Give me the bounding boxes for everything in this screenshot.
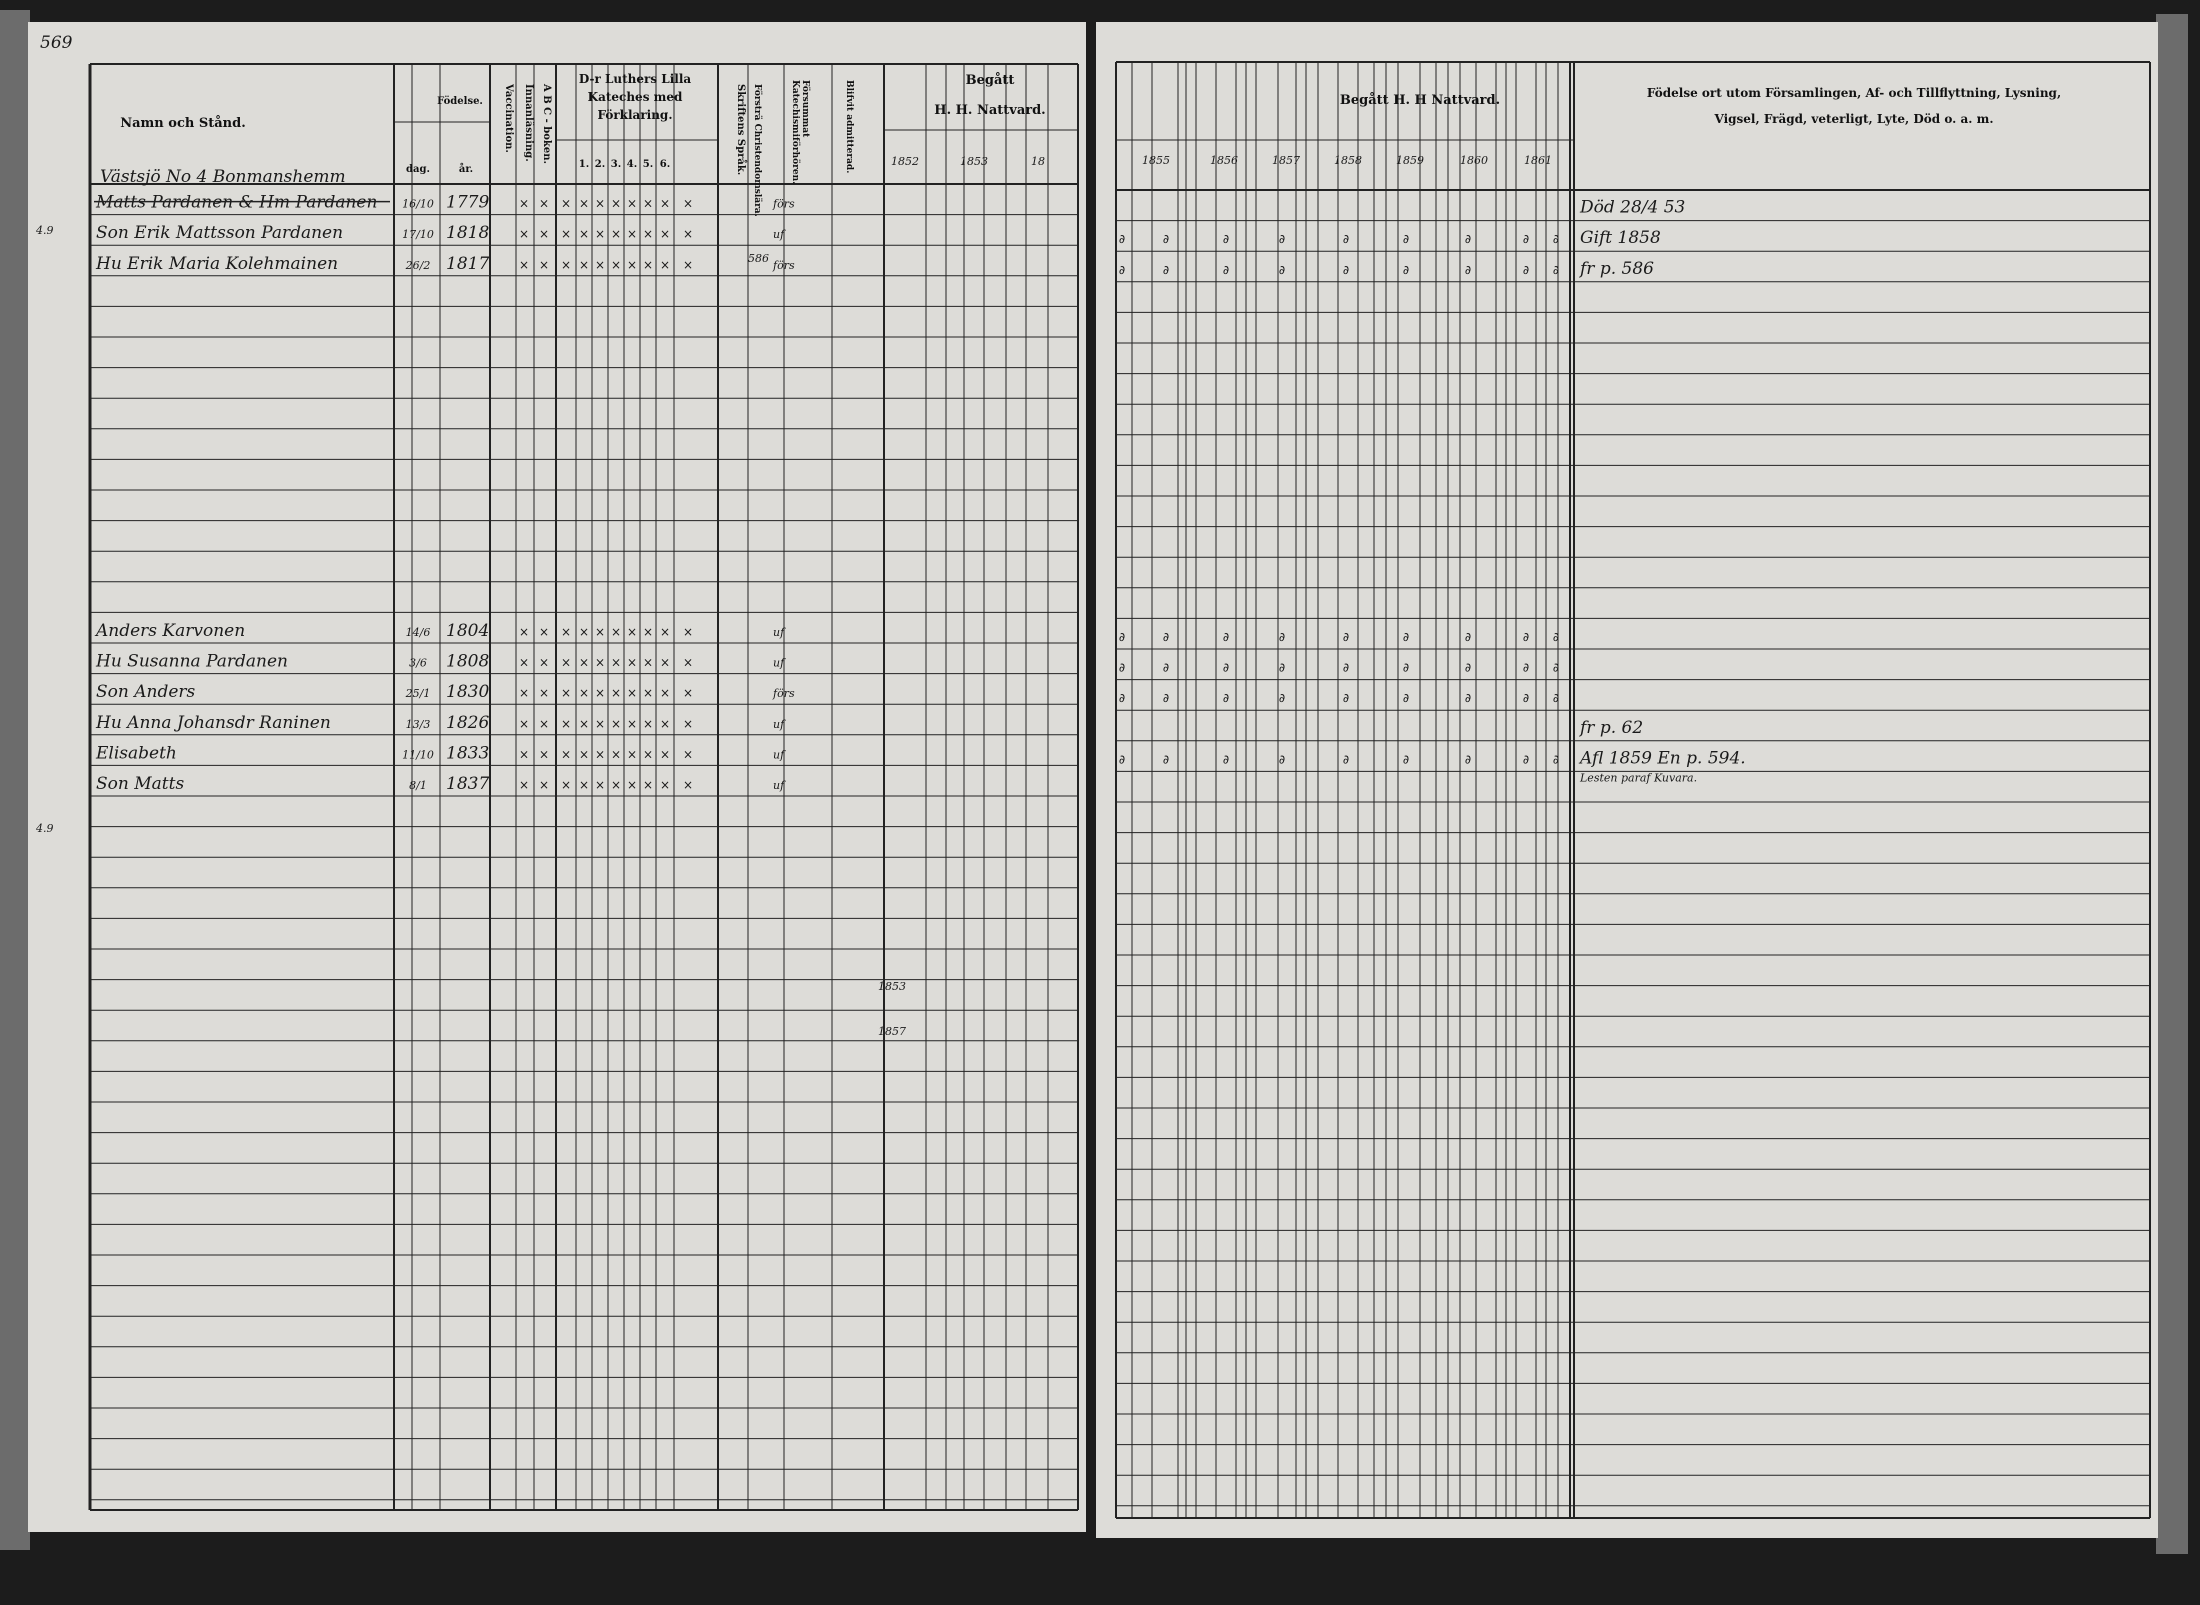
communion-date-mark: ∂ [1162,630,1170,644]
communion-date-mark: ∂ [1278,262,1286,277]
communion-date-mark: ∂ [1552,262,1560,277]
communion-date-mark: ∂ [1552,660,1560,675]
communion-date-mark: ∂ [1118,691,1126,706]
communion-date-mark: ∂ [1222,262,1230,277]
book-cover-right-edge [2156,14,2188,1554]
entry-word: uf [773,748,785,762]
entry-word: förs [773,258,795,272]
catechism-x-mark: × [578,747,590,762]
catechism-number-4: 4. [626,159,638,170]
remark-entry: fr p. 62 [1580,717,1644,738]
communion-date-mark: ∂ [1464,232,1472,247]
catechism-x-mark: × [578,227,590,242]
catechism-number-1: 1. [578,159,590,170]
communion-date-mark: ∂ [1118,232,1126,247]
catechism-x-mark: × [682,227,694,242]
catechism-x-mark: × [518,227,530,242]
catechism-x-mark: × [682,655,694,670]
header-communion-sub: H. H. Nattvard. [934,103,1046,118]
catechism-x-mark: × [659,747,671,762]
communion-date-mark: ∂ [1342,691,1350,706]
catechism-x-mark: × [518,747,530,762]
entry-word: förs [773,687,795,701]
person-name: Son Erik Mattsson Pardanen [96,223,344,244]
communion-date-mark: ∂ [1118,262,1126,277]
communion-date-mark: ∂ [1162,660,1170,675]
header-birth-day: dag. [406,164,430,175]
person-name: Hu Anna Johansdr Raninen [96,712,331,733]
catechism-x-mark: × [659,716,671,731]
book-cover-left-edge [0,10,30,1550]
right-page [1096,22,2158,1538]
group1-margin-note: 4.9 [36,224,54,237]
catechism-x-mark: × [626,778,638,792]
person-birth-year: 1837 [446,774,490,794]
catechism-x-mark: × [538,625,550,639]
entry-word: uf [773,779,785,792]
communion-date-mark: ∂ [1464,630,1472,644]
catechism-x-mark: × [682,257,694,272]
catechism-x-mark: × [538,686,550,701]
right-year-7: 1861 [1524,154,1552,167]
communion-date-mark: ∂ [1464,660,1472,675]
communion-date-mark: ∂ [1342,232,1350,247]
catechism-x-mark: × [594,686,606,701]
header-missed-box [790,80,830,240]
catechism-x-mark: × [560,778,572,792]
communion-date-mark: ∂ [1118,630,1126,644]
household-label: Västsjö No 4 Bonmanshemm [100,167,346,187]
header-vaccination: Vaccination. [503,84,514,153]
header-right-communion: Begått H. H Nattvard. [1339,93,1501,108]
header-admitted: Blifvit admitterad. [844,80,854,174]
person-birth-year: 1804 [446,621,490,641]
person-name: Hu Erik Maria Kolehmainen [96,253,339,274]
catechism-x-mark: × [610,227,622,242]
catechism-x-mark: × [560,625,572,639]
communion-date-mark: ∂ [1278,660,1286,675]
person-birth-year: 1808 [446,651,490,672]
catechism-x-mark: × [626,686,638,701]
left-year-1: 1852 [891,155,919,168]
catechism-x-mark: × [518,655,530,670]
catechism-x-mark: × [626,227,638,242]
catechism-x-mark: × [594,257,606,272]
person-birth-year: 1826 [446,712,490,733]
entry-word: uf [773,626,785,639]
communion-date-mark: ∂ [1522,232,1530,247]
communion-date-mark: ∂ [1278,691,1286,706]
communion-date-mark: ∂ [1222,691,1230,706]
catechism-x-mark: × [538,196,550,211]
catechism-x-mark: × [594,227,606,242]
person-name: Hu Susanna Pardanen [96,651,288,672]
remark-entry: Lesten paraf Kuvara. [1580,771,1698,785]
catechism-x-mark: × [682,778,694,792]
left-year-3: 18 [1031,155,1045,168]
communion-date-mark: ∂ [1342,752,1350,767]
catechism-x-mark: × [560,655,572,670]
communion-date-mark: ∂ [1342,660,1350,675]
person-birth-year: 1817 [446,253,490,274]
right-year-6: 1860 [1460,154,1488,167]
communion-date-mark: ∂ [1402,752,1410,767]
catechism-x-mark: × [610,686,622,701]
communion-date-mark: ∂ [1342,262,1350,277]
person-name: Son Anders [96,682,196,703]
header-christian-box [752,84,792,234]
communion-date-mark: ∂ [1162,752,1170,767]
catechism-x-mark: × [518,716,530,731]
catechism-x-mark: × [642,227,654,242]
catechism-x-mark: × [682,716,694,731]
catechism-x-mark: × [594,747,606,762]
catechism-x-mark: × [538,747,550,762]
person-birth-year: 1779 [446,192,490,213]
header-scripture: Skriftens Språk. [735,84,746,176]
catechism-x-mark: × [610,747,622,762]
communion-date-mark: ∂ [1222,752,1230,767]
catechism-x-mark: × [610,716,622,731]
catechism-x-mark: × [594,716,606,731]
communion-date-mark: ∂ [1464,752,1472,767]
catechism-x-mark: × [610,778,622,792]
catechism-x-mark: × [659,686,671,701]
person-birth-day: 8/1 [409,779,427,792]
catechism-x-mark: × [538,655,550,670]
right-year-4: 1858 [1334,154,1362,167]
catechism-x-mark: × [560,196,572,211]
header-birth-year: år. [458,164,474,175]
catechism-x-mark: × [682,747,694,762]
catechism-x-mark: × [594,196,606,211]
catechism-x-mark: × [594,625,606,639]
communion-date-mark: ∂ [1522,262,1530,277]
header-remarks: Födelse ort utom Församlingen, Af- och Tillflyttning, Lysning, Vigsel, Frägd, veterligt, Lyte, Död o. a. m. [1646,86,2062,126]
catechism-x-mark: × [642,686,654,701]
catechism-number-6: 6. [659,159,671,170]
catechism-x-mark: × [626,196,638,211]
catechism-x-mark: × [642,747,654,762]
header-catechism: D-r Luthers Lilla Kateches med Förklaring. [578,72,692,122]
communion-date-mark: ∂ [1278,232,1286,247]
catechism-x-mark: × [560,716,572,731]
left-entry-marks [519,197,795,792]
catechism-x-mark: × [538,778,550,792]
catechism-x-mark: × [682,196,694,211]
communion-date-mark: ∂ [1402,262,1410,277]
communion-date-mark: ∂ [1162,232,1170,247]
catechism-x-mark: × [560,747,572,762]
right-communion-years [1142,154,1552,167]
catechism-x-mark: × [610,257,622,272]
catechism-x-mark: × [626,625,638,639]
communion-date-mark: ∂ [1402,660,1410,675]
catechism-x-mark: × [594,778,606,792]
entry-word: uf [773,228,785,242]
header-catechism-box [564,70,706,140]
catechism-x-mark: × [659,227,671,242]
entry-word: uf [773,656,785,670]
right-page-grid [1096,22,2158,1538]
communion-date-mark: ∂ [1464,262,1472,277]
communion-date-mark: ∂ [1552,691,1560,706]
left-page-grid [28,22,1086,1532]
communion-date-mark: ∂ [1552,232,1560,247]
catechism-x-mark: × [594,655,606,670]
person-name: Anders Karvonen [96,621,246,641]
catechism-number-5: 5. [642,159,654,170]
struck-start-mark: 586 [748,252,769,265]
catechism-x-mark: × [518,686,530,701]
catechism-x-mark: × [610,655,622,670]
catechism-x-mark: × [538,227,550,242]
communion-date-mark: ∂ [1552,752,1560,767]
person-birth-year: 1833 [446,743,490,764]
communion-date-mark: ∂ [1522,660,1530,675]
catechism-x-mark: × [626,716,638,731]
person-birth-day: 11/10 [402,748,434,762]
communion-date-mark: ∂ [1118,752,1126,767]
communion-date-mark: ∂ [1222,630,1230,644]
entry-word: förs [773,197,795,211]
catechism-x-mark: × [560,257,572,272]
communion-date-mark: ∂ [1342,630,1350,644]
catechism-x-mark: × [682,686,694,701]
remark-entry: Död 28/4 53 [1580,197,1686,218]
remarks-column [1578,198,1746,785]
communion-date-mark: ∂ [1162,691,1170,706]
catechism-x-mark: × [518,625,530,639]
catechism-x-mark: × [626,257,638,272]
person-name: Elisabeth [96,743,177,764]
admitted-year-1: 1853 [878,980,906,993]
remark-entry: fr p. 586 [1580,258,1654,279]
remark-entry: Afl 1859 En p. 594. [1580,748,1746,769]
left-year-2: 1853 [960,155,988,168]
person-birth-day: 26/2 [405,258,431,272]
person-birth-day: 14/6 [405,626,431,639]
header-abc: A B C - boken. [541,84,552,164]
catechism-x-mark: × [626,747,638,762]
right-year-2: 1856 [1210,154,1238,167]
communion-date-mark: ∂ [1522,752,1530,767]
catechism-x-mark: × [518,196,530,211]
header-admitted-box [844,80,884,230]
catechism-x-mark: × [682,625,694,639]
catechism-number-3: 3. [610,159,622,170]
catechism-x-mark: × [578,655,590,670]
catechism-x-mark: × [538,716,550,731]
catechism-x-mark: × [659,257,671,272]
communion-date-mark: ∂ [1278,630,1286,644]
communion-date-mark: ∂ [1278,752,1286,767]
catechism-x-mark: × [560,686,572,701]
catechism-x-mark: × [642,625,654,639]
catechism-x-mark: × [610,196,622,211]
persons-group-1 [94,193,489,274]
communion-date-mark: ∂ [1162,262,1170,277]
catechism-x-mark: × [659,625,671,639]
communion-date-mark: ∂ [1522,691,1530,706]
communion-date-mark: ∂ [1402,232,1410,247]
communion-date-mark: ∂ [1222,660,1230,675]
header-christian: Försträ Christendomslära. [752,84,762,217]
catechism-x-mark: × [659,196,671,211]
person-birth-day: 13/3 [405,717,431,731]
catechism-x-mark: × [642,655,654,670]
entry-word: uf [773,717,785,731]
catechism-x-mark: × [642,778,654,792]
left-page [28,22,1086,1532]
person-birth-year: 1818 [446,223,490,244]
person-birth-year: 1830 [446,682,490,703]
communion-date-mark: ∂ [1118,660,1126,675]
catechism-x-mark: × [642,257,654,272]
person-birth-day: 16/10 [402,197,434,211]
person-name: Son Matts [96,774,185,794]
catechism-number-2: 2. [594,159,606,170]
catechism-x-mark: × [578,625,590,639]
catechism-x-mark: × [578,196,590,211]
persons-group-2 [94,621,489,794]
catechism-x-mark: × [578,716,590,731]
catechism-x-mark: × [560,227,572,242]
catechism-x-mark: × [518,778,530,792]
catechism-x-mark: × [626,655,638,670]
catechism-x-mark: × [578,778,590,792]
communion-date-mark: ∂ [1402,630,1410,644]
group2-margin-note: 4.9 [36,822,54,835]
catechism-x-mark: × [538,257,550,272]
communion-date-mark: ∂ [1464,691,1472,706]
communion-date-mark: ∂ [1552,630,1560,644]
person-name: Matts Pardanen & Hm Pardanen [96,192,378,213]
remark-entry: Gift 1858 [1580,228,1661,249]
person-birth-day: 3/6 [409,656,427,670]
right-year-3: 1857 [1272,154,1300,167]
person-birth-day: 17/10 [402,228,434,242]
header-birth: Födelse. [437,96,483,107]
communion-date-mark: ∂ [1402,691,1410,706]
catechism-x-mark: × [642,196,654,211]
person-birth-day: 25/1 [405,687,431,701]
left-communion-years [891,155,1045,168]
catechism-x-mark: × [518,257,530,272]
catechism-x-mark: × [578,686,590,701]
header-missed: Försummat Katechismiförhören. [790,80,810,185]
page-number: 569 [40,33,73,53]
catechism-x-mark: × [578,257,590,272]
communion-date-mark: ∂ [1222,232,1230,247]
right-year-5: 1859 [1396,154,1424,167]
admitted-year-2: 1857 [878,1025,906,1038]
right-year-1: 1855 [1142,154,1170,167]
header-remarks-box [1566,80,2142,160]
communion-date-mark: ∂ [1522,630,1530,644]
header-reading: Innanläsning. [523,84,534,162]
header-name: Namn och Stånd. [120,116,246,131]
right-grid-lines [1116,62,2150,1518]
catechism-x-mark: × [659,778,671,792]
catechism-x-mark: × [610,625,622,639]
catechism-x-mark: × [642,716,654,731]
header-communion-title: Begått [965,73,1015,88]
catechism-x-mark: × [659,655,671,670]
